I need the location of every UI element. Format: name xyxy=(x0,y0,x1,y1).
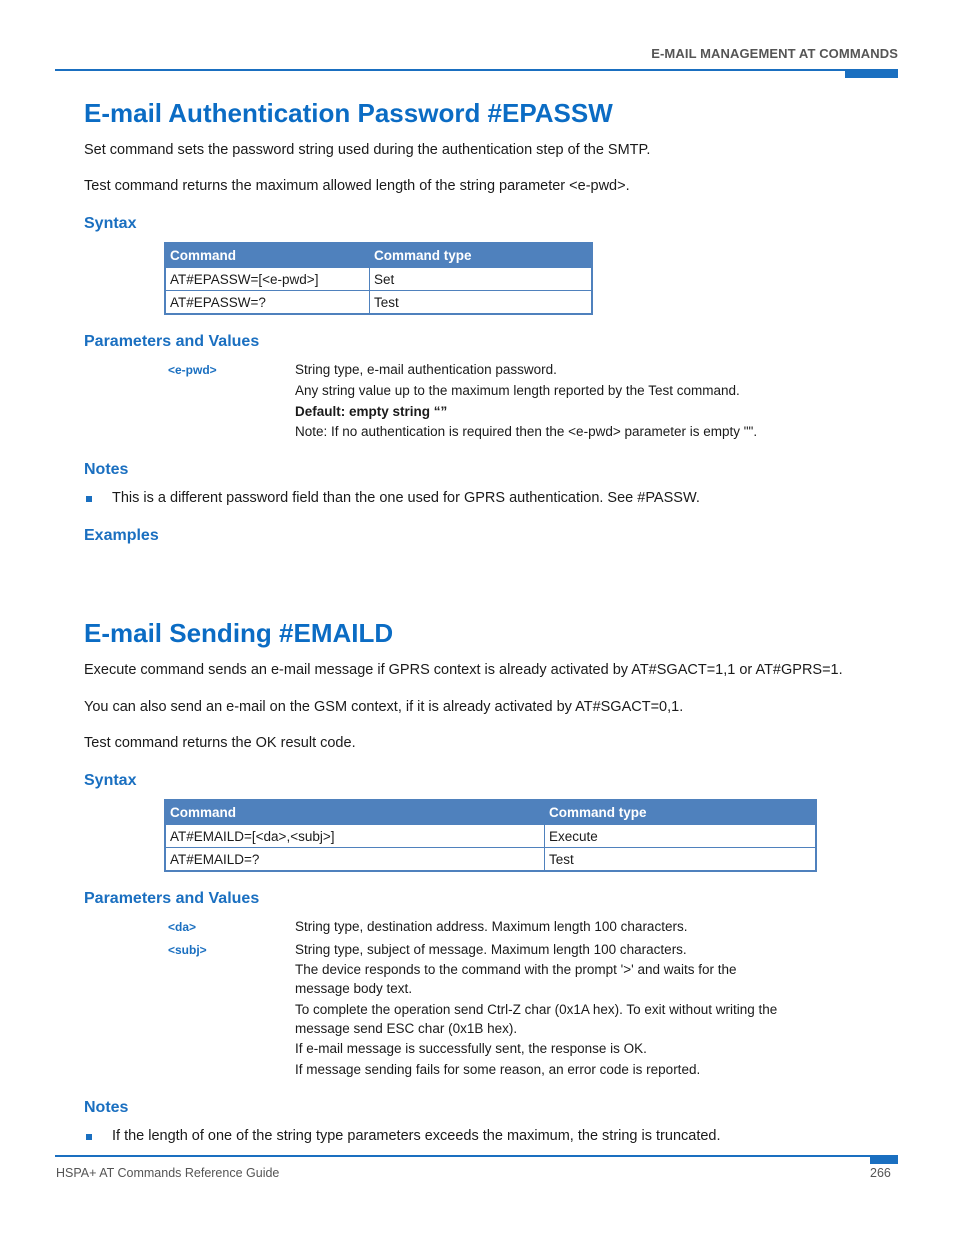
param-desc-line: message body text. xyxy=(295,981,413,996)
table-header-cell: Command type xyxy=(545,800,817,825)
section-title-emaild: E-mail Sending #EMAILD xyxy=(84,618,394,648)
running-header: E-MAIL MANAGEMENT AT COMMANDS xyxy=(651,46,898,61)
epassw-syntax-heading: Syntax xyxy=(84,215,137,232)
table-cell: AT#EMAILD=? xyxy=(165,848,545,872)
table-row xyxy=(165,291,592,315)
table-cell: Set xyxy=(370,268,593,291)
footer-doc-title: HSPA+ AT Commands Reference Guide xyxy=(56,1166,280,1180)
table-cell: AT#EPASSW=[<e-pwd>] xyxy=(165,268,370,291)
table-cell: Execute xyxy=(545,825,817,848)
epassw-examples-heading: Examples xyxy=(84,527,159,544)
param-name-da: <da> xyxy=(168,920,197,934)
param-desc-line: To complete the operation send Ctrl-Z char (0x1A hex). To exit without writing the xyxy=(295,1002,778,1017)
emaild-params-heading: Parameters and Values xyxy=(84,890,260,907)
param-desc-line: String type, destination address. Maximum length 100 characters. xyxy=(295,919,688,934)
param-desc-line: If message sending fails for some reason, an error code is reported. xyxy=(295,1062,701,1077)
footer-rule xyxy=(55,1155,898,1157)
emaild-notes-heading: Notes xyxy=(84,1099,129,1116)
emaild-note: If the length of one of the string type parameters exceeds the maximum, the string is truncated. xyxy=(112,1128,721,1144)
table-header-cell: Command xyxy=(165,800,545,825)
table-row xyxy=(165,848,816,872)
table-cell: AT#EMAILD=[<da>,<subj>] xyxy=(165,825,545,848)
table-row xyxy=(165,825,816,848)
epassw-note: This is a different password field than the one used for GPRS authentication. See #PASSW. xyxy=(112,490,700,506)
param-desc-line: If e-mail message is successfully sent, the response is OK. xyxy=(295,1041,647,1056)
epassw-desc-test: Test command returns the maximum allowed length of the string parameter <e-pwd>. xyxy=(84,178,630,194)
epassw-params-heading: Parameters and Values xyxy=(84,333,260,350)
table-header-cell: Command xyxy=(165,243,370,268)
emaild-syntax-heading: Syntax xyxy=(84,772,137,789)
epassw-syntax-table xyxy=(164,242,593,315)
bullet-icon xyxy=(86,1134,92,1140)
param-default-line: Default: empty string “” xyxy=(295,404,448,419)
epassw-desc-set: Set command sets the password string used during the authentication step of the SMTP. xyxy=(84,142,651,158)
table-header-row xyxy=(165,243,592,268)
page-number: 266 xyxy=(870,1166,891,1180)
table-cell: Test xyxy=(545,848,817,872)
emaild-desc-gsm: You can also send an e-mail on the GSM context, if it is already activated by AT#SGACT=0,1. xyxy=(84,699,684,715)
param-desc-line: String type, subject of message. Maximum length 100 characters. xyxy=(295,942,687,957)
table-header-row xyxy=(165,800,816,825)
param-desc-line: Any string value up to the maximum length reported by the Test command. xyxy=(295,383,740,398)
param-desc-line: String type, e-mail authentication password. xyxy=(295,362,557,377)
param-name-subj: <subj> xyxy=(168,943,207,957)
param-desc-line: message send ESC char (0x1B hex). xyxy=(295,1021,518,1036)
footer-accent xyxy=(870,1155,898,1164)
table-row xyxy=(165,268,592,291)
bullet-icon xyxy=(86,496,92,502)
emaild-desc-execute: Execute command sends an e-mail message if GPRS context is already activated by AT#SGACT=1,1 or AT#GPRS=1. xyxy=(84,662,843,678)
emaild-syntax-table xyxy=(164,799,817,872)
param-desc-line: The device responds to the command with the prompt '>' and waits for the xyxy=(295,962,737,977)
emaild-desc-test: Test command returns the OK result code. xyxy=(84,735,356,751)
param-name-e-pwd: <e-pwd> xyxy=(168,363,217,377)
epassw-notes-heading: Notes xyxy=(84,461,129,478)
header-accent xyxy=(845,71,898,78)
header-rule xyxy=(55,69,898,71)
table-header-cell: Command type xyxy=(370,243,593,268)
section-title-epassw: E-mail Authentication Password #EPASSW xyxy=(84,98,613,128)
table-cell: Test xyxy=(370,291,593,315)
param-desc-line: Note: If no authentication is required then the <e-pwd> parameter is empty "". xyxy=(295,424,758,439)
table-cell: AT#EPASSW=? xyxy=(165,291,370,315)
